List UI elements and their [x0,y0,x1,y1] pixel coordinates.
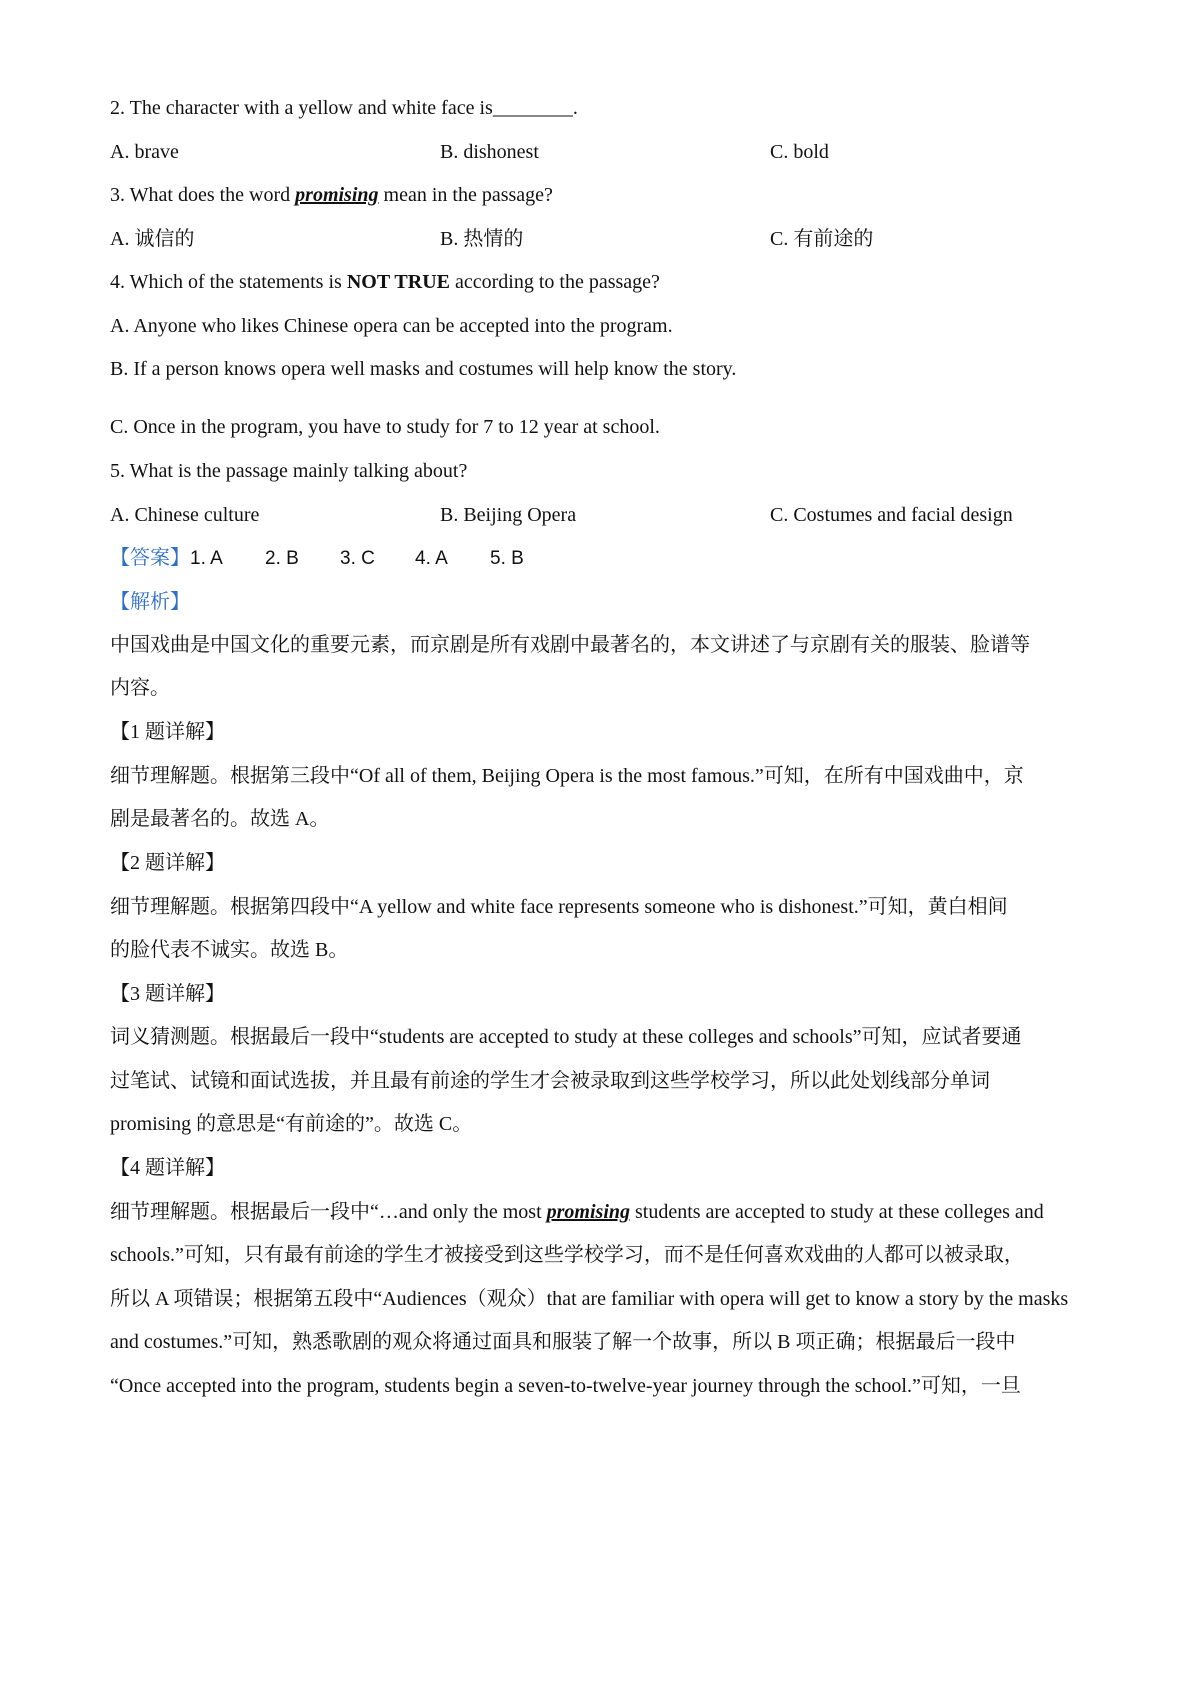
detail-line: 的脸代表不诚实。故选 B。 [110,939,349,961]
option-text: A. brave [110,141,179,163]
option-4a: A. Anyone who likes Chinese opera can be accepted into the program. [110,315,673,337]
detail-text: students are accepted to study at these colleges and [630,1201,1044,1223]
question-stem-text: 3. What does the word [110,184,296,206]
question-stem-text: . [572,97,578,119]
underlined-word: promising [546,1201,630,1223]
question-stem-text: 4. Which of the statements is [110,271,347,293]
question-stem-text: according to the passage? [450,271,660,293]
analysis-label: 【解析】 [110,591,190,613]
detail-line: 过笔试、试镜和面试选拔，并且最有前途的学生才会被录取到这些学校学习，所以此处划线部分单词 [110,1070,990,1092]
detail-line [110,1198,1100,1226]
detail-line: 剧是最著名的。故选 A。 [110,808,330,830]
answer-blank: ________ [492,97,573,119]
question-3-stem [110,181,1100,209]
detail-line: schools.”可知，只有最有前途的学生才被接受到这些学校学习，而不是任何喜欢戏曲的人都可以被录取， [110,1244,1024,1266]
option-3c: C. 有前途的 [770,228,874,250]
detail-heading-3: 【3 题详解】 [110,983,225,1005]
detail-line: 细节理解题。根据第三段中“Of all of them, Beijing Opera is the most famous.”可知，在所有中国戏曲中，京 [110,765,1024,787]
detail-line: and costumes.”可知，熟悉歌剧的观众将通过面具和服装了解一个故事，所以 B 项正确；根据最后一段中 [110,1331,1016,1353]
emphasis-text: NOT TRUE [346,271,450,293]
option-5a: A. Chinese culture [110,504,260,526]
option-2b: B. dishonest [440,141,539,163]
answer-key [110,544,1100,573]
detail-line: 细节理解题。根据第四段中“A yellow and white face represents someone who is dishonest.”可知，黄白相间 [110,896,1008,918]
detail-line: 所以 A 项错误；根据第五段中“Audiences（观众）that are familiar with opera will get to know a story by the masks [110,1288,1069,1310]
question-stem-text: 2. The character with a yellow and white face is [110,97,493,119]
detail-line: “Once accepted into the program, students begin a seven-to-twelve-year journey through the school.”可知，一旦 [110,1375,1021,1397]
detail-line: promising 的意思是“有前途的”。故选 C。 [110,1113,473,1135]
question-2-stem [110,94,1100,122]
answer-item: 2. B [265,548,299,569]
answer-item: 1. A [190,548,223,569]
answer-label: 【答案】 [110,547,190,569]
underlined-word: promising [295,184,379,206]
analysis-summary-line: 内容。 [110,677,170,699]
answer-item: 4. A [415,548,448,569]
option-5b: B. Beijing Opera [440,504,577,526]
detail-heading-2: 【2 题详解】 [110,852,225,874]
detail-text: 细节理解题。根据最后一段中“…and only the most [110,1201,547,1223]
detail-heading-1: 【1 题详解】 [110,721,225,743]
analysis-summary-line: 中国戏曲是中国文化的重要元素，而京剧是所有戏剧中最著名的，本文讲述了与京剧有关的服装、脸谱等 [110,634,1030,656]
detail-heading-4: 【4 题详解】 [110,1157,225,1179]
option-4c: C. Once in the program, you have to study for 7 to 12 year at school. [110,416,660,438]
option-3b: B. 热情的 [440,228,524,250]
question-5-stem: 5. What is the passage mainly talking about? [110,460,468,482]
question-4-stem [110,268,1100,296]
option-3a: A. 诚信的 [110,228,195,250]
detail-line: 词义猜测题。根据最后一段中“students are accepted to study at these colleges and schools”可知，应试者要通 [110,1026,1022,1048]
option-2c: C. bold [770,141,829,163]
answer-item: 5. B [490,548,524,569]
answer-item: 3. C [340,548,375,569]
option-2a [110,138,179,166]
option-5c: C. Costumes and facial design [770,504,1013,526]
option-4b: B. If a person knows opera well masks and costumes will help know the story. [110,358,737,380]
question-stem-text: mean in the passage? [378,184,553,206]
